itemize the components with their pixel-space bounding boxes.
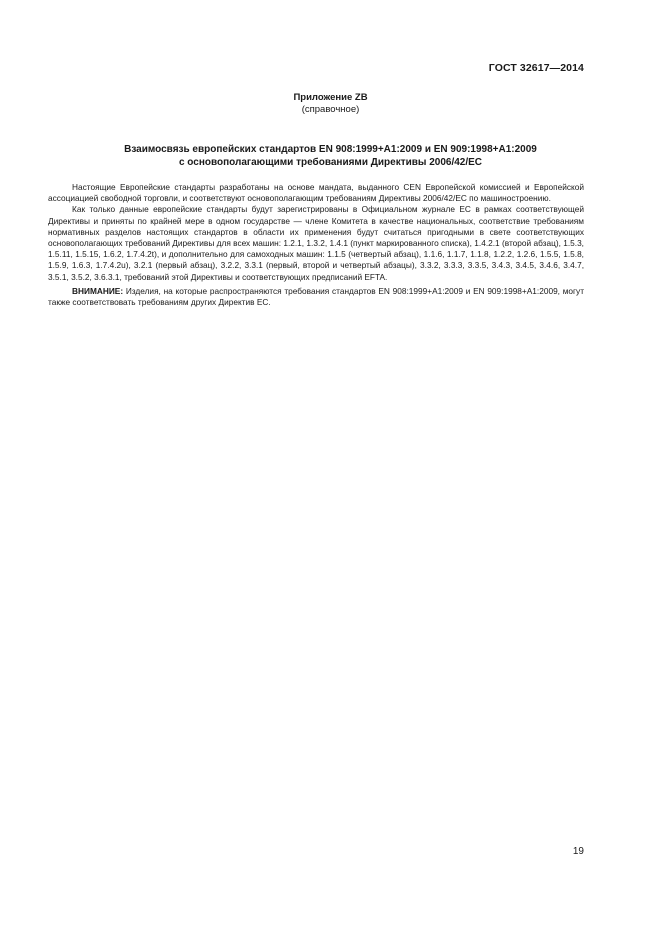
- section-heading: [60, 143, 601, 169]
- paragraph-requirements: Как только данные европейские стандарты будут зарегистрированы в Официальном журнале ЕС в рамках соответствующей Директивы и приняты по крайней мере в одном государстве — члене Комитета в качестве национальных, соответствие требованиям нормативных разделов настоящих стандартов в области их применения будут считаться пригодными в свете соответствующих основополагающих требований Директивы для всех машин: 1.2.1, 1.3.2, 1.4.1 (пункт маркированного списка), 1.4.2.1 (второй абзац), 1.5.3, 1.5.11, 1.5.15, 1.6.2, 1.7.4.2t), и дополнительно для самоходных машин: 1.1.5 (четвертый абзац), 1.1.6, 1.1.7, 1.1.8, 1.2.2, 1.2.6, 1.5.5, 1.5.8, 1.5.9, 1.6.3, 1.7.4.2u), 3.2.1 (первый абзац), 3.2.2, 3.3.1 (первый, второй и четвертый абзацы), 3.3.2, 3.3.3, 3.3.5, 3.4.3, 3.4.5, 3.4.6, 3.4.7, 3.5.1, 3.5.2, 3.6.3.1, требований этой Директивы и соответствующих предписаний EFTA.: [48, 204, 584, 282]
- annex-subtitle: (справочное): [301, 104, 360, 115]
- page-number: 19: [572, 846, 584, 857]
- standard-code: ГОСТ 32617—2014: [488, 62, 584, 74]
- paragraph-mandate: Настоящие Европейские стандарты разработаны на основе мандата, выданного CEN Европейской комиссией и Европейской ассоциацией свободной торговли, и соответствуют основополагающим требованиям Директивы 2006/42/ЕС по машиностроению.: [48, 182, 584, 204]
- heading-line-1: Взаимосвязь европейских стандартов EN 908:1999+A1:2009 и EN 909:1998+A1:2009: [124, 144, 537, 155]
- body-text: [48, 182, 584, 308]
- annex-block: [0, 92, 661, 116]
- heading-line-2: с основополагающими требованиями Директивы 2006/42/ЕС: [178, 157, 483, 168]
- annex-title: Приложение ZB: [293, 92, 368, 103]
- note-text: Изделия, на которые распространяются требования стандартов EN 908:1999+A1:2009 и EN 909:1998+A1:2009, могут также соответствовать требованиям других Директив ЕС.: [48, 285, 584, 308]
- note-label: ВНИМАНИЕ:: [72, 285, 124, 296]
- note-paragraph: [48, 286, 584, 308]
